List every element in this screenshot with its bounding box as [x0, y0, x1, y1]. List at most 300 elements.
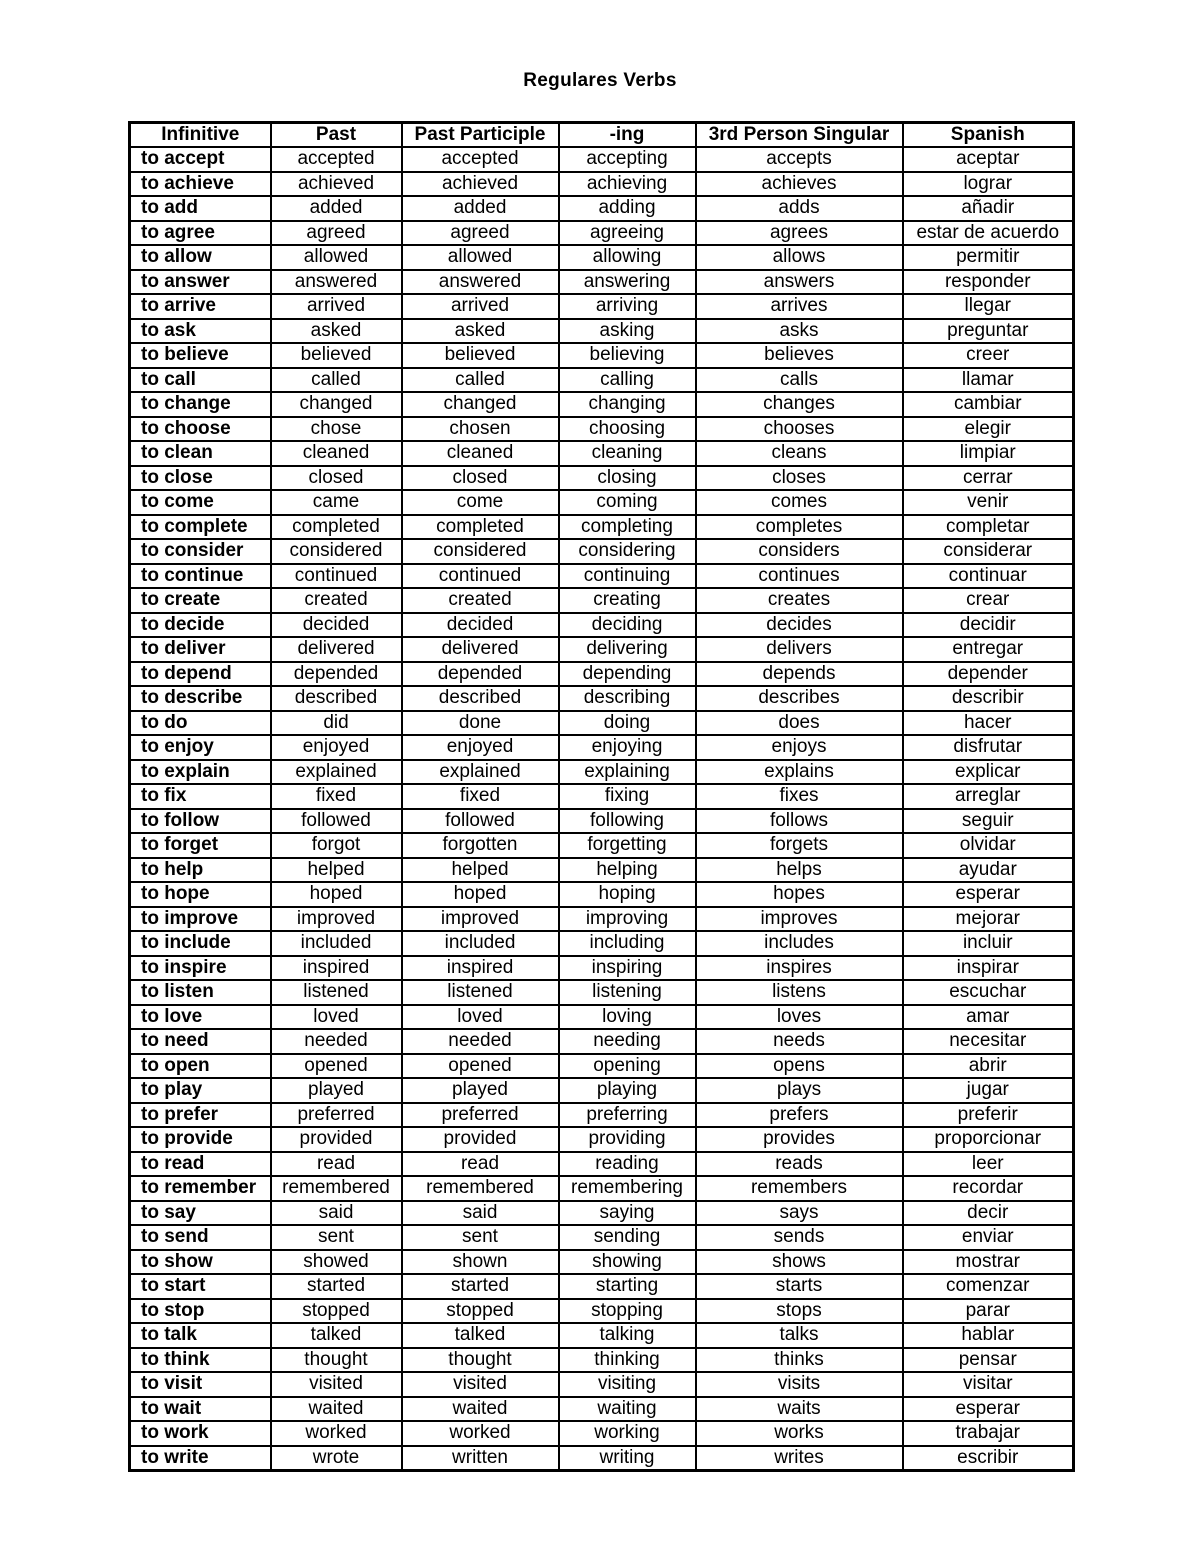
table-header	[130, 123, 1074, 148]
third-person-cell: believes	[696, 343, 903, 368]
spanish-cell: proporcionar	[903, 1127, 1074, 1152]
third-person-cell: asks	[696, 319, 903, 344]
infinitive-cell: to clean	[130, 441, 271, 466]
past-cell: listened	[271, 980, 402, 1005]
past-participle-cell: delivered	[402, 637, 559, 662]
third-person-cell: calls	[696, 368, 903, 393]
past-participle-cell: thought	[402, 1348, 559, 1373]
table-body	[130, 147, 1074, 1470]
table-row	[130, 833, 1074, 858]
ing-cell: saying	[559, 1201, 696, 1226]
past-participle-cell: needed	[402, 1029, 559, 1054]
past-cell: did	[271, 711, 402, 736]
past-cell: opened	[271, 1054, 402, 1079]
past-participle-cell: written	[402, 1446, 559, 1471]
table-row	[130, 1299, 1074, 1324]
past-participle-cell: explained	[402, 760, 559, 785]
ing-cell: considering	[559, 539, 696, 564]
past-cell: preferred	[271, 1103, 402, 1128]
third-person-cell: forgets	[696, 833, 903, 858]
ing-cell: waiting	[559, 1397, 696, 1422]
past-participle-cell: forgotten	[402, 833, 559, 858]
spanish-cell: leer	[903, 1152, 1074, 1177]
past-participle-cell: shown	[402, 1250, 559, 1275]
spanish-cell: amar	[903, 1005, 1074, 1030]
table-row	[130, 931, 1074, 956]
past-cell: started	[271, 1274, 402, 1299]
infinitive-cell: to work	[130, 1421, 271, 1446]
ing-cell: choosing	[559, 417, 696, 442]
past-cell: arrived	[271, 294, 402, 319]
spanish-cell: ayudar	[903, 858, 1074, 883]
spanish-cell: olvidar	[903, 833, 1074, 858]
past-cell: wrote	[271, 1446, 402, 1471]
past-cell: answered	[271, 270, 402, 295]
third-person-cell: shows	[696, 1250, 903, 1275]
spanish-cell: escribir	[903, 1446, 1074, 1471]
past-participle-cell: answered	[402, 270, 559, 295]
table-row	[130, 907, 1074, 932]
ing-cell: stopping	[559, 1299, 696, 1324]
table-row	[130, 809, 1074, 834]
spanish-cell: esperar	[903, 882, 1074, 907]
past-participle-cell: waited	[402, 1397, 559, 1422]
infinitive-cell: to provide	[130, 1127, 271, 1152]
ing-cell: adding	[559, 196, 696, 221]
spanish-cell: enviar	[903, 1225, 1074, 1250]
spanish-cell: añadir	[903, 196, 1074, 221]
third-person-cell: follows	[696, 809, 903, 834]
past-cell: sent	[271, 1225, 402, 1250]
table-row	[130, 270, 1074, 295]
infinitive-cell: to achieve	[130, 172, 271, 197]
third-person-cell: answers	[696, 270, 903, 295]
third-person-cell: delivers	[696, 637, 903, 662]
ing-cell: arriving	[559, 294, 696, 319]
table-row	[130, 980, 1074, 1005]
spanish-cell: necesitar	[903, 1029, 1074, 1054]
table-row	[130, 196, 1074, 221]
table-row	[130, 1005, 1074, 1030]
past-cell: loved	[271, 1005, 402, 1030]
infinitive-cell: to choose	[130, 417, 271, 442]
infinitive-cell: to say	[130, 1201, 271, 1226]
table-row	[130, 882, 1074, 907]
infinitive-cell: to come	[130, 490, 271, 515]
table-row	[130, 662, 1074, 687]
third-person-cell: remembers	[696, 1176, 903, 1201]
header-spanish: Spanish	[903, 123, 1074, 148]
past-cell: forgot	[271, 833, 402, 858]
past-cell: talked	[271, 1323, 402, 1348]
ing-cell: visiting	[559, 1372, 696, 1397]
table-row	[130, 956, 1074, 981]
spanish-cell: entregar	[903, 637, 1074, 662]
past-cell: depended	[271, 662, 402, 687]
third-person-cell: starts	[696, 1274, 903, 1299]
header-third-person-singular: 3rd Person Singular	[696, 123, 903, 148]
past-participle-cell: preferred	[402, 1103, 559, 1128]
table-row	[130, 1152, 1074, 1177]
table-row	[130, 319, 1074, 344]
past-cell: completed	[271, 515, 402, 540]
table-row	[130, 1348, 1074, 1373]
past-participle-cell: loved	[402, 1005, 559, 1030]
ing-cell: describing	[559, 686, 696, 711]
past-participle-cell: visited	[402, 1372, 559, 1397]
third-person-cell: includes	[696, 931, 903, 956]
past-cell: thought	[271, 1348, 402, 1373]
past-participle-cell: listened	[402, 980, 559, 1005]
infinitive-cell: to stop	[130, 1299, 271, 1324]
infinitive-cell: to call	[130, 368, 271, 393]
ing-cell: fixing	[559, 784, 696, 809]
past-participle-cell: chosen	[402, 417, 559, 442]
ing-cell: asking	[559, 319, 696, 344]
past-cell: allowed	[271, 245, 402, 270]
spanish-cell: completar	[903, 515, 1074, 540]
spanish-cell: permitir	[903, 245, 1074, 270]
table-row	[130, 392, 1074, 417]
third-person-cell: arrives	[696, 294, 903, 319]
ing-cell: remembering	[559, 1176, 696, 1201]
ing-cell: needing	[559, 1029, 696, 1054]
third-person-cell: accepts	[696, 147, 903, 172]
spanish-cell: trabajar	[903, 1421, 1074, 1446]
ing-cell: delivering	[559, 637, 696, 662]
third-person-cell: comes	[696, 490, 903, 515]
third-person-cell: continues	[696, 564, 903, 589]
spanish-cell: esperar	[903, 1397, 1074, 1422]
third-person-cell: visits	[696, 1372, 903, 1397]
ing-cell: agreeing	[559, 221, 696, 246]
past-cell: read	[271, 1152, 402, 1177]
spanish-cell: disfrutar	[903, 735, 1074, 760]
infinitive-cell: to remember	[130, 1176, 271, 1201]
table-row	[130, 1250, 1074, 1275]
past-participle-cell: hoped	[402, 882, 559, 907]
past-cell: improved	[271, 907, 402, 932]
infinitive-cell: to fix	[130, 784, 271, 809]
table-row	[130, 858, 1074, 883]
spanish-cell: incluir	[903, 931, 1074, 956]
ing-cell: continuing	[559, 564, 696, 589]
ing-cell: including	[559, 931, 696, 956]
third-person-cell: needs	[696, 1029, 903, 1054]
third-person-cell: talks	[696, 1323, 903, 1348]
header-ing: -ing	[559, 123, 696, 148]
third-person-cell: creates	[696, 588, 903, 613]
past-participle-cell: talked	[402, 1323, 559, 1348]
infinitive-cell: to depend	[130, 662, 271, 687]
past-cell: followed	[271, 809, 402, 834]
table-row	[130, 294, 1074, 319]
table-row	[130, 1078, 1074, 1103]
third-person-cell: improves	[696, 907, 903, 932]
table-row	[130, 1176, 1074, 1201]
past-cell: cleaned	[271, 441, 402, 466]
table-row	[130, 490, 1074, 515]
past-cell: accepted	[271, 147, 402, 172]
spanish-cell: aceptar	[903, 147, 1074, 172]
past-cell: described	[271, 686, 402, 711]
infinitive-cell: to ask	[130, 319, 271, 344]
past-cell: created	[271, 588, 402, 613]
past-participle-cell: completed	[402, 515, 559, 540]
infinitive-cell: to write	[130, 1446, 271, 1471]
third-person-cell: explains	[696, 760, 903, 785]
ing-cell: helping	[559, 858, 696, 883]
past-participle-cell: achieved	[402, 172, 559, 197]
past-cell: explained	[271, 760, 402, 785]
table-row	[130, 417, 1074, 442]
past-participle-cell: cleaned	[402, 441, 559, 466]
past-participle-cell: created	[402, 588, 559, 613]
third-person-cell: depends	[696, 662, 903, 687]
past-cell: delivered	[271, 637, 402, 662]
ing-cell: following	[559, 809, 696, 834]
past-cell: called	[271, 368, 402, 393]
spanish-cell: mostrar	[903, 1250, 1074, 1275]
table-row	[130, 1029, 1074, 1054]
past-cell: considered	[271, 539, 402, 564]
third-person-cell: says	[696, 1201, 903, 1226]
infinitive-cell: to need	[130, 1029, 271, 1054]
past-participle-cell: believed	[402, 343, 559, 368]
past-participle-cell: described	[402, 686, 559, 711]
table-row	[130, 760, 1074, 785]
spanish-cell: decidir	[903, 613, 1074, 638]
table-row	[130, 343, 1074, 368]
infinitive-cell: to agree	[130, 221, 271, 246]
table-row	[130, 539, 1074, 564]
infinitive-cell: to forget	[130, 833, 271, 858]
spanish-cell: creer	[903, 343, 1074, 368]
past-participle-cell: provided	[402, 1127, 559, 1152]
ing-cell: explaining	[559, 760, 696, 785]
header-row	[130, 123, 1074, 148]
table-row	[130, 245, 1074, 270]
infinitive-cell: to improve	[130, 907, 271, 932]
infinitive-cell: to visit	[130, 1372, 271, 1397]
spanish-cell: explicar	[903, 760, 1074, 785]
past-participle-cell: closed	[402, 466, 559, 491]
infinitive-cell: to add	[130, 196, 271, 221]
infinitive-cell: to open	[130, 1054, 271, 1079]
past-participle-cell: agreed	[402, 221, 559, 246]
table-row	[130, 588, 1074, 613]
past-participle-cell: called	[402, 368, 559, 393]
third-person-cell: prefers	[696, 1103, 903, 1128]
spanish-cell: venir	[903, 490, 1074, 515]
ing-cell: achieving	[559, 172, 696, 197]
infinitive-cell: to close	[130, 466, 271, 491]
infinitive-cell: to describe	[130, 686, 271, 711]
past-participle-cell: done	[402, 711, 559, 736]
past-cell: included	[271, 931, 402, 956]
third-person-cell: does	[696, 711, 903, 736]
header-infinitive: Infinitive	[130, 123, 271, 148]
past-cell: played	[271, 1078, 402, 1103]
past-participle-cell: asked	[402, 319, 559, 344]
spanish-cell: elegir	[903, 417, 1074, 442]
table-row	[130, 1421, 1074, 1446]
third-person-cell: inspires	[696, 956, 903, 981]
third-person-cell: sends	[696, 1225, 903, 1250]
past-participle-cell: said	[402, 1201, 559, 1226]
third-person-cell: decides	[696, 613, 903, 638]
past-participle-cell: opened	[402, 1054, 559, 1079]
spanish-cell: llegar	[903, 294, 1074, 319]
third-person-cell: adds	[696, 196, 903, 221]
table-row	[130, 515, 1074, 540]
third-person-cell: helps	[696, 858, 903, 883]
table-row	[130, 1323, 1074, 1348]
ing-cell: accepting	[559, 147, 696, 172]
past-cell: decided	[271, 613, 402, 638]
infinitive-cell: to include	[130, 931, 271, 956]
ing-cell: hoping	[559, 882, 696, 907]
past-cell: said	[271, 1201, 402, 1226]
third-person-cell: plays	[696, 1078, 903, 1103]
table-row	[130, 1274, 1074, 1299]
spanish-cell: cambiar	[903, 392, 1074, 417]
past-cell: showed	[271, 1250, 402, 1275]
table-row	[130, 1103, 1074, 1128]
infinitive-cell: to love	[130, 1005, 271, 1030]
infinitive-cell: to believe	[130, 343, 271, 368]
past-participle-cell: read	[402, 1152, 559, 1177]
third-person-cell: loves	[696, 1005, 903, 1030]
table-row	[130, 1446, 1074, 1471]
ing-cell: completing	[559, 515, 696, 540]
past-participle-cell: included	[402, 931, 559, 956]
ing-cell: depending	[559, 662, 696, 687]
third-person-cell: works	[696, 1421, 903, 1446]
ing-cell: doing	[559, 711, 696, 736]
infinitive-cell: to arrive	[130, 294, 271, 319]
table-row	[130, 466, 1074, 491]
spanish-cell: pensar	[903, 1348, 1074, 1373]
third-person-cell: thinks	[696, 1348, 903, 1373]
past-participle-cell: added	[402, 196, 559, 221]
table-row	[130, 441, 1074, 466]
past-participle-cell: followed	[402, 809, 559, 834]
table-row	[130, 147, 1074, 172]
ing-cell: allowing	[559, 245, 696, 270]
spanish-cell: comenzar	[903, 1274, 1074, 1299]
spanish-cell: seguir	[903, 809, 1074, 834]
table-row	[130, 221, 1074, 246]
third-person-cell: writes	[696, 1446, 903, 1471]
table-row	[130, 735, 1074, 760]
table-row	[130, 172, 1074, 197]
spanish-cell: decir	[903, 1201, 1074, 1226]
past-cell: hoped	[271, 882, 402, 907]
infinitive-cell: to decide	[130, 613, 271, 638]
third-person-cell: allows	[696, 245, 903, 270]
past-cell: closed	[271, 466, 402, 491]
spanish-cell: escuchar	[903, 980, 1074, 1005]
past-cell: continued	[271, 564, 402, 589]
third-person-cell: agrees	[696, 221, 903, 246]
infinitive-cell: to continue	[130, 564, 271, 589]
table-row	[130, 564, 1074, 589]
third-person-cell: chooses	[696, 417, 903, 442]
ing-cell: opening	[559, 1054, 696, 1079]
past-cell: asked	[271, 319, 402, 344]
ing-cell: sending	[559, 1225, 696, 1250]
past-participle-cell: played	[402, 1078, 559, 1103]
past-cell: provided	[271, 1127, 402, 1152]
ing-cell: playing	[559, 1078, 696, 1103]
verbs-table	[128, 121, 1075, 1472]
infinitive-cell: to play	[130, 1078, 271, 1103]
infinitive-cell: to read	[130, 1152, 271, 1177]
past-participle-cell: helped	[402, 858, 559, 883]
third-person-cell: waits	[696, 1397, 903, 1422]
past-participle-cell: accepted	[402, 147, 559, 172]
third-person-cell: fixes	[696, 784, 903, 809]
spanish-cell: continuar	[903, 564, 1074, 589]
infinitive-cell: to explain	[130, 760, 271, 785]
third-person-cell: enjoys	[696, 735, 903, 760]
spanish-cell: arreglar	[903, 784, 1074, 809]
infinitive-cell: to send	[130, 1225, 271, 1250]
table-row	[130, 637, 1074, 662]
table-row	[130, 686, 1074, 711]
spanish-cell: limpiar	[903, 441, 1074, 466]
spanish-cell: depender	[903, 662, 1074, 687]
ing-cell: talking	[559, 1323, 696, 1348]
table-row	[130, 1372, 1074, 1397]
past-cell: remembered	[271, 1176, 402, 1201]
third-person-cell: changes	[696, 392, 903, 417]
ing-cell: improving	[559, 907, 696, 932]
third-person-cell: hopes	[696, 882, 903, 907]
ing-cell: enjoying	[559, 735, 696, 760]
past-participle-cell: inspired	[402, 956, 559, 981]
past-participle-cell: changed	[402, 392, 559, 417]
third-person-cell: listens	[696, 980, 903, 1005]
third-person-cell: cleans	[696, 441, 903, 466]
ing-cell: loving	[559, 1005, 696, 1030]
past-cell: stopped	[271, 1299, 402, 1324]
past-cell: waited	[271, 1397, 402, 1422]
header-past-participle: Past Participle	[402, 123, 559, 148]
past-cell: visited	[271, 1372, 402, 1397]
past-cell: fixed	[271, 784, 402, 809]
past-cell: enjoyed	[271, 735, 402, 760]
past-participle-cell: depended	[402, 662, 559, 687]
ing-cell: believing	[559, 343, 696, 368]
spanish-cell: describir	[903, 686, 1074, 711]
spanish-cell: estar de acuerdo	[903, 221, 1074, 246]
infinitive-cell: to think	[130, 1348, 271, 1373]
ing-cell: answering	[559, 270, 696, 295]
third-person-cell: closes	[696, 466, 903, 491]
infinitive-cell: to wait	[130, 1397, 271, 1422]
past-participle-cell: come	[402, 490, 559, 515]
past-cell: believed	[271, 343, 402, 368]
third-person-cell: opens	[696, 1054, 903, 1079]
past-participle-cell: decided	[402, 613, 559, 638]
spanish-cell: responder	[903, 270, 1074, 295]
spanish-cell: inspirar	[903, 956, 1074, 981]
spanish-cell: hacer	[903, 711, 1074, 736]
table-row	[130, 1127, 1074, 1152]
past-participle-cell: remembered	[402, 1176, 559, 1201]
